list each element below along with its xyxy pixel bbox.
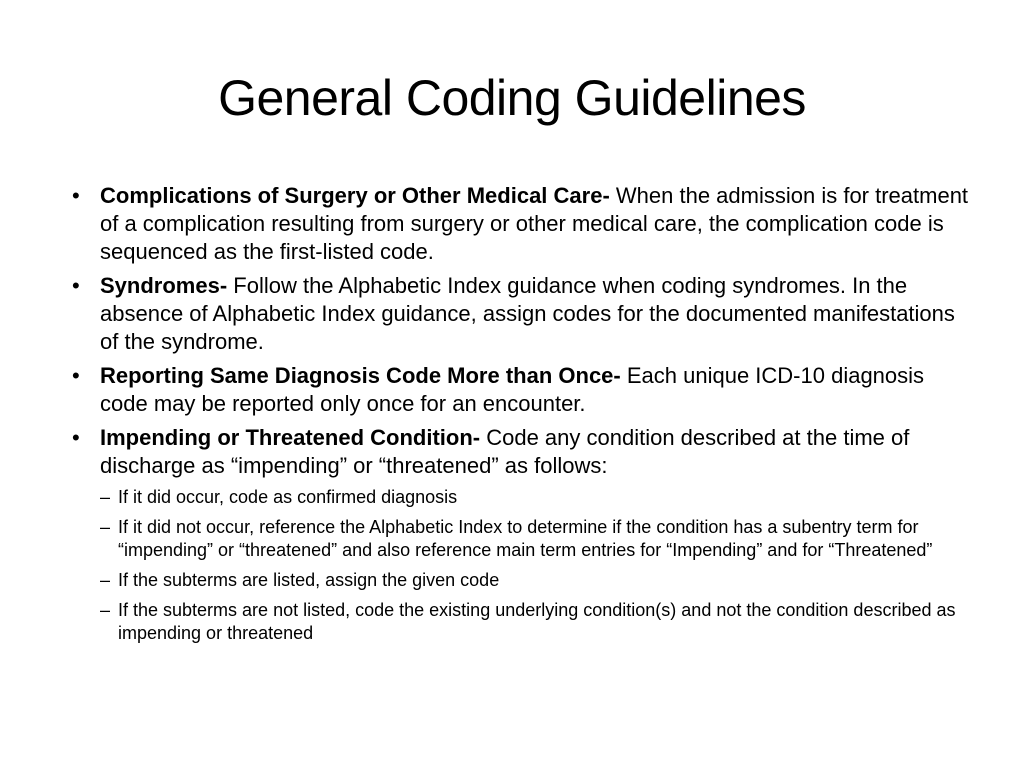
sub-bullet-text: If it did occur, code as confirmed diagnosis [118,487,458,507]
bullet-list [72,182,972,652]
sub-bullet-text: If it did not occur, reference the Alphabetic Index to determine if the condition has a subentry term for “impending” or “threatened” and also reference main term entries for “Impending” and for “Threatened” [118,517,933,560]
sub-bullet-marker: – [100,517,111,537]
sub-bullet-marker: – [100,570,111,590]
slide-title: General Coding Guidelines [218,70,806,126]
sub-bullet-marker: – [100,487,111,507]
bullet-marker: • [72,183,80,208]
sub-bullet-list [72,486,972,645]
sub-bullet-item [72,599,972,645]
bullet-item [72,362,972,418]
bullet-item [72,424,972,480]
bullet-marker: • [72,425,80,450]
bullet-heading: Syndromes- [100,273,228,298]
bullet-text: Code any condition described at the time of discharge as “impending” or “threatened” as follows: [100,425,910,478]
bullet-marker: • [72,273,80,298]
bullet-heading: Impending or Threatened Condition- [100,425,481,450]
bullet-marker: • [72,363,80,388]
bullet-item [72,272,972,356]
bullet-text: Each unique ICD-10 diagnosis code may be reported only once for an encounter. [100,363,925,416]
bullet-text: Follow the Alphabetic Index guidance when coding syndromes. In the absence of Alphabetic Index guidance, assign codes for the documented manifestations of the syndrome. [100,273,955,354]
bullet-heading: Complications of Surgery or Other Medical Care- [100,183,610,208]
sub-bullet-item [72,486,972,509]
sub-bullet-marker: – [100,600,111,620]
bullet-heading: Reporting Same Diagnosis Code More than Once- [100,363,621,388]
sub-bullet-text: If the subterms are listed, assign the given code [118,570,500,590]
bullet-text: When the admission is for treatment of a complication resulting from surgery or other medical care, the complication code is sequenced as the first-listed code. [100,183,969,264]
sub-bullet-text: If the subterms are not listed, code the existing underlying condition(s) and not the condition described as impending or threatened [118,600,956,643]
sub-bullet-item [72,569,972,592]
sub-bullet-item [72,516,972,562]
bullet-item [72,182,972,266]
